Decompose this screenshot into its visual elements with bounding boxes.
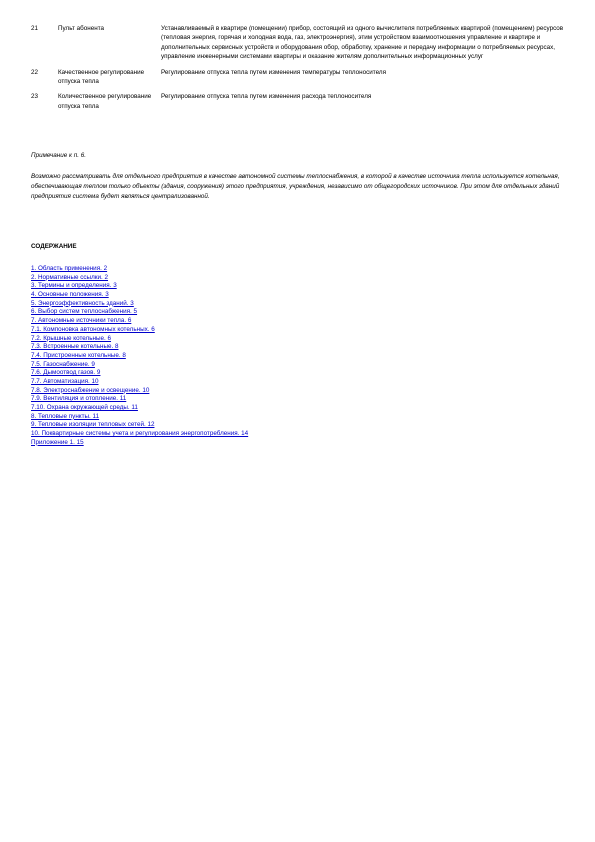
toc-link[interactable]: 7.4. Пристроенные котельные. 8 xyxy=(31,351,126,359)
term-number: 22 xyxy=(31,68,39,76)
list-item xyxy=(31,439,248,448)
list-item xyxy=(31,317,248,326)
toc-link[interactable]: 2. Нормативные ссылки. 2 xyxy=(31,273,109,281)
list-item xyxy=(31,265,248,274)
list-item xyxy=(31,404,248,413)
list-item xyxy=(31,335,248,344)
toc-link[interactable]: 4. Основные положения. 3 xyxy=(31,291,109,299)
list-item xyxy=(31,387,248,396)
toc-link[interactable]: 7.9. Вентиляция и отопление. 11 xyxy=(31,395,127,403)
toc-link[interactable]: 7.2. Крышные котельные. 6 xyxy=(31,334,112,342)
toc-link[interactable]: 7.8. Электроснабжение и освещение. 10 xyxy=(31,386,150,394)
list-item xyxy=(31,274,248,283)
toc-link[interactable]: 1. Область применения. 2 xyxy=(31,265,108,272)
list-item xyxy=(31,352,248,361)
term-name: Количественное регулирование отпуска тепла xyxy=(58,93,152,110)
list-item xyxy=(31,378,248,387)
toc-link[interactable]: 7.3. Встроенные котельные. 8 xyxy=(31,343,119,351)
list-item xyxy=(31,361,248,370)
toc-link[interactable]: 5. Энергоэффективность зданий. 3 xyxy=(31,299,134,307)
list-item xyxy=(31,395,248,404)
term-number: 23 xyxy=(31,93,39,101)
toc-link[interactable]: 7.6. Дымоотвод газов. 9 xyxy=(31,369,101,377)
term-definition: Регулирование отпуска тепла путем изменения температуры теплоносителя xyxy=(161,68,386,76)
table-of-contents xyxy=(31,265,248,447)
note-heading: Примечание к п. 6. xyxy=(31,152,86,159)
toc-link[interactable]: 7.1. Компоновка автономных котельных. 6 xyxy=(31,325,155,333)
term-number: 21 xyxy=(31,25,39,32)
toc-link[interactable]: 10. Поквартирные системы учета и регулирования энергопотребления. 14 xyxy=(31,430,249,438)
term-name: Качественное регулирование отпуска тепла xyxy=(58,68,145,86)
toc-link[interactable]: 7. Автономные источники тепла. 6 xyxy=(31,317,132,325)
list-item xyxy=(31,430,248,439)
toc-link[interactable]: 6. Выбор систем теплоснабжения. 5 xyxy=(31,308,138,316)
toc-link[interactable]: 7.7. Автоматизация. 10 xyxy=(31,377,99,385)
terms-table xyxy=(31,24,566,117)
term-definition: Регулирование отпуска тепла путем изменения расхода теплоносителя xyxy=(161,93,372,101)
list-item xyxy=(31,421,248,430)
toc-link[interactable]: 7.10. Охрана окружающей среды. 11 xyxy=(31,404,138,411)
toc-link[interactable]: 3. Термины и определения. 3 xyxy=(31,282,117,290)
list-item xyxy=(31,326,248,335)
list-item xyxy=(31,343,248,352)
table-row xyxy=(31,68,566,93)
list-item xyxy=(31,291,248,300)
toc-link[interactable]: Приложение 1. 15 xyxy=(31,438,84,446)
term-definition: Устанавливаемый в квартире (помещении) прибор, состоящий из одного вычислителя потребляемых квартирой (помещением) ресурсов (тепловая энергия, горячая и холодная вода, газ, электроэнергия), этим устройством взаимоотношения управление и квартире и дополнительных сервисных устройств и оборудования обор, обработку, хранение и передачу информации о потребляемых ресурсах, управление инженерными системами квартиры и оказание жителям дополнительных информационных услуг xyxy=(161,25,564,61)
list-item xyxy=(31,282,248,291)
toc-link[interactable]: 7.5. Газоснабжение. 9 xyxy=(31,360,95,368)
toc-link[interactable]: 9. Тепловые изоляции тепловых сетей. 12 xyxy=(31,421,155,429)
list-item xyxy=(31,369,248,378)
toc-heading: СОДЕРЖАНИЕ xyxy=(31,243,77,250)
list-item xyxy=(31,308,248,317)
term-name: Пульт абонента xyxy=(58,25,105,32)
table-row xyxy=(31,92,566,117)
toc-link[interactable]: 8. Тепловые пункты. 11 xyxy=(31,412,100,420)
table-row xyxy=(31,24,566,68)
note-text: Возможно рассматривать для отдельного предприятия в качестве автономной системы теплоснабжения, в которой в качестве источника тепла используется котельная, обеспечивающая теплом только объекты (здания, сооружения) этого предприятия, учреждения, независимо от общегородских источников. При этом для отдельных зданий предприятия система будет являться централизованной. xyxy=(31,173,560,201)
